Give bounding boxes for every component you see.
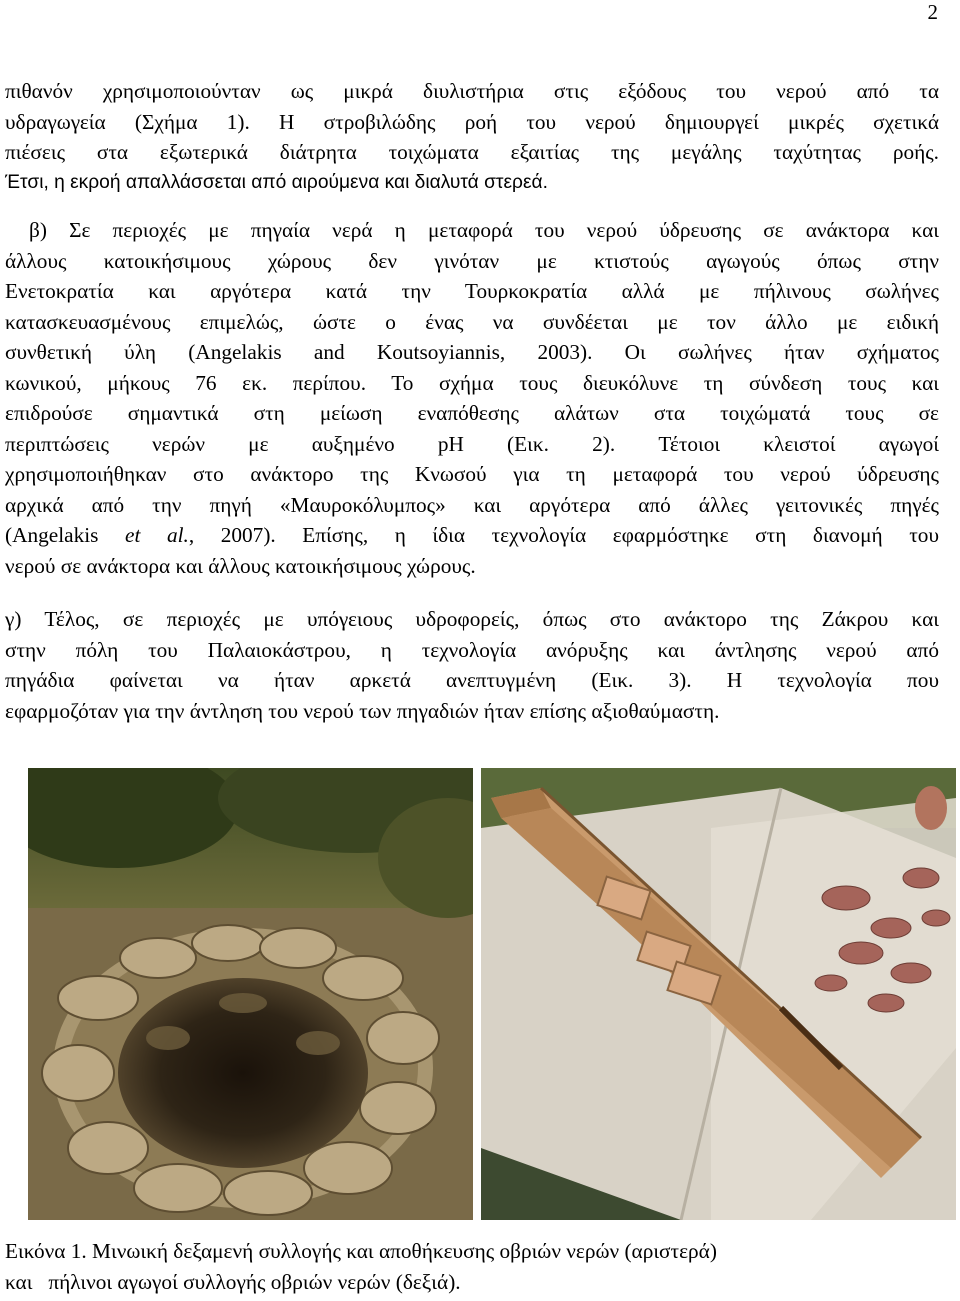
text-line: υδραγωγεία (Σχήμα 1). Η στροβιλώδης ροή του νερού δημιουργεί μικρές σχετικά (5, 109, 939, 134)
text-line: νερού σε ανάκτορα και άλλους κατοικήσιμους χώρους. (5, 553, 476, 578)
photo-clay-pipes (481, 768, 956, 1220)
citation-author: (Angelakis (5, 523, 126, 547)
page-number: 2 (927, 0, 938, 24)
text-line: χρησιμοποιήθηκαν στο ανάκτορο της Κνωσού για τη μεταφορά του νερού ύδρευσης (5, 462, 939, 486)
clay-pipes-illustration (481, 768, 956, 1220)
text-line: στην πόλη του Παλαιοκάστρου, η τεχνολογία ανόρυξης και άντλησης νερού από (5, 637, 939, 662)
caption-line: Εικόνα 1. Μινωική δεξαμενή συλλογής και αποθήκευσης οβριών νερών (αριστερά) (5, 1239, 717, 1263)
paragraph-1 (5, 76, 939, 198)
text-line: πηγάδια φαίνεται να ήταν αρκετά ανεπτυγμένη (Εικ. 3). Η τεχνολογία που (5, 668, 939, 692)
cistern-illustration (28, 768, 473, 1220)
text-line: Ενετοκρατία και αργότερα κατά την Τουρκοκρατία αλλά με πήλινους σωλήνες (5, 279, 939, 303)
text-line: Έτσι, η εκροή απαλλάσσεται από αιρούμενα και διαλυτά στερεά. (5, 171, 548, 193)
paragraph-3 (5, 604, 939, 726)
text-line: γ) Τέλος, σε περιοχές με υπόγειους υδροφορείς, όπως στο ανάκτορο της Ζάκρου και (5, 607, 939, 631)
text-line-with-citation (5, 520, 939, 551)
text-line: εφαρμοζόταν για την άντληση του νερού των πηγαδιών ήταν επίσης αξιοθαύμαστη. (5, 698, 720, 723)
text-line: άλλους κατοικήσιμους χώρους δεν γινόταν με κτιστούς αγωγούς όπως στην (5, 248, 939, 273)
caption-line: και πήλινοι αγωγοί συλλογής οβριών νερών (δεξιά). (5, 1270, 461, 1294)
text-line: πιθανόν χρησιμοποιούνταν ως μικρά διυλιστήρια στις εξόδους του νερού από τα (5, 79, 939, 103)
text-line: επιδρούσε σημαντικά στη μείωση εναπόθεσης αλάτων στα τοιχώματά τους σε (5, 401, 939, 425)
paragraph-2 (5, 215, 939, 581)
text-line: περιπτώσεις νερών με αυξημένο pH (Εικ. 2). Τέτοιοι κλειστοί αγωγοί (5, 431, 939, 456)
text-line: β) Σε περιοχές με πηγαία νερά η μεταφορά του νερού ύδρευσης σε ανάκτορα και (29, 218, 939, 242)
text-line: αρχικά από την πηγή «Μαυροκόλυμπος» και αργότερα από άλλες γειτονικές πηγές (5, 492, 939, 517)
text-line: πιέσεις στα εξωτερικά διάτρητα τοιχώματα εξαιτίας της μεγάλης ταχύτητας ροής. (5, 140, 939, 164)
citation-et-al: et al. (125, 523, 189, 547)
figure-caption (5, 1236, 945, 1298)
citation-rest: , 2007). Επίσης, η ίδια τεχνολογία εφαρμόστηκε στη διανομή του (188, 523, 939, 547)
text-line: κατασκευασμένους επιμελώς, ώστε ο ένας να συνδέεται με τον άλλο με ειδική (5, 309, 939, 334)
text-line: κωνικού, μήκους 76 εκ. περίπου. Το σχήμα τους διευκόλυνε τη σύνδεση τους και (5, 370, 939, 395)
text-line: συνθετική ύλη (Angelakis and Koutsoyiannis, 2003). Οι σωλήνες ήταν σχήματος (5, 340, 939, 364)
photo-minoan-cistern (28, 768, 473, 1220)
